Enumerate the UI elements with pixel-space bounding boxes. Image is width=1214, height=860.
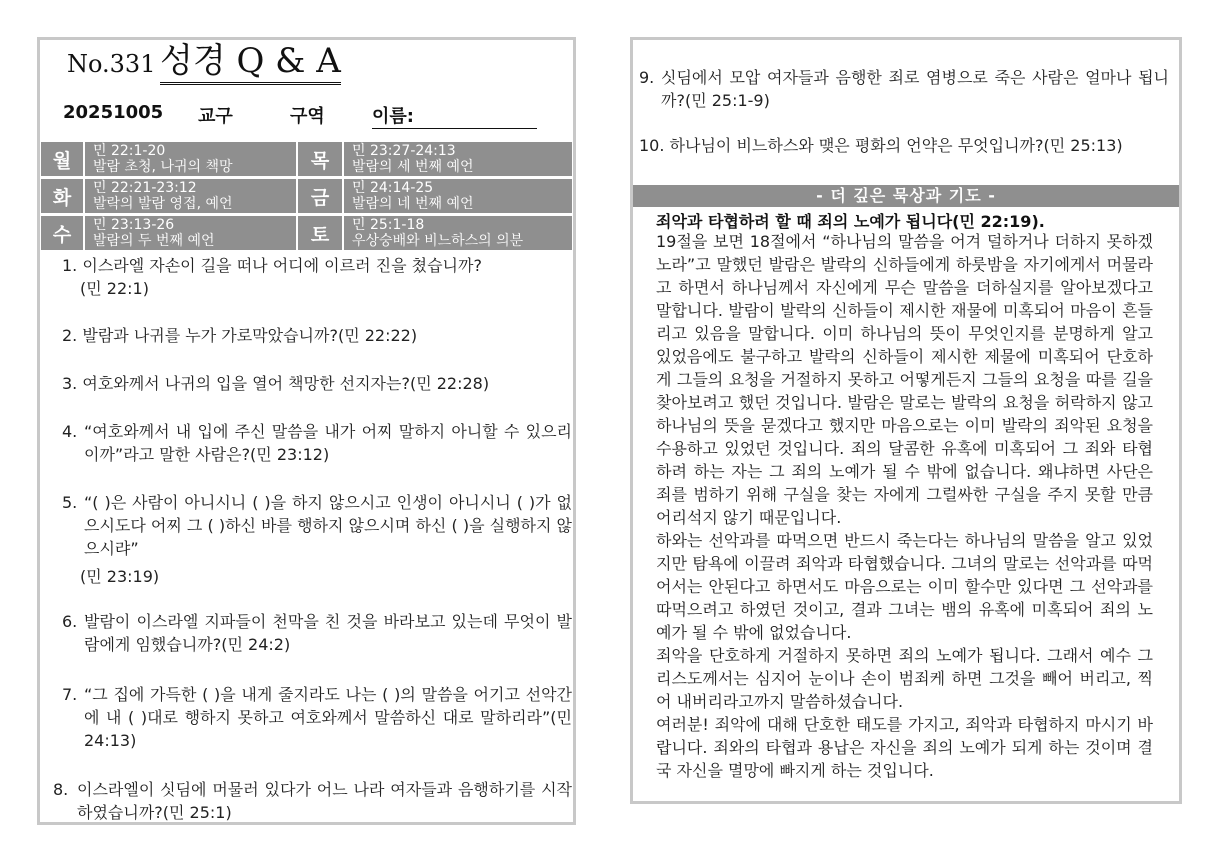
question-item xyxy=(62,254,557,300)
reading-title: 발람 초청, 나귀의 책망 xyxy=(93,159,233,175)
question-item xyxy=(62,610,572,656)
reading-title: 발락의 발람 영접, 예언 xyxy=(93,196,233,212)
question-number: 8. xyxy=(53,780,69,799)
reading-cell xyxy=(343,141,573,177)
reading-ref: 민 22:1-20 xyxy=(93,143,166,159)
day-cell: 수 xyxy=(40,215,84,251)
question-number: 9. xyxy=(639,68,655,87)
question-number: 5. xyxy=(62,493,78,512)
question-item xyxy=(62,491,572,560)
reading-cell xyxy=(84,178,297,214)
day-cell: 월 xyxy=(40,141,84,177)
question-item xyxy=(639,134,1169,157)
page-title: 성경 Q & A xyxy=(160,40,341,85)
meditation-body xyxy=(656,230,1153,782)
question-number: 1. xyxy=(62,256,78,275)
question-item xyxy=(53,778,572,824)
question-number: 4. xyxy=(62,422,78,441)
day-cell: 목 xyxy=(297,141,343,177)
question-number: 2. xyxy=(62,326,78,345)
meditation-paragraph: 19절을 보면 18절에서 “하나님의 말씀을 어겨 덜하거나 더하지 못하겠노라”고 말했던 발람은 발락의 신하들에게 하룻밤을 자기에게서 머물라고 하면서 하나님께서 자신에게 무슨 말씀을 더하실지를 알아보겠다고 말합니다. 발람이 발락의 신하들이 제시한 재물에 미혹되어 마음이 흔들리고 있음을 말합니다. 이미 하나님의 뜻이 무엇인지를 분명하게 알고 있었음에도 불구하고 발락의 신하들이 제시한 제물에 미혹되어 단호하게 그들의 요청을 거절하지 못하고 어떻게든지 그들의 요청을 따를 길을 찾아보려고 했던 것입니다. 발람은 말로는 발락의 요청을 허락하지 않고 하나님의 뜻을 묻겠다고 했지만 마음으로는 이미 발락의 죄악된 요청을 수용하고 있었던 것입니다. 죄의 달콤한 유혹에 미혹되어 그 죄와 타협하려 하는 자는 그 죄의 노예가 될 수 밖에 없습니다. 왜냐하면 사단은 죄를 범하기 위해 구실을 찾는 자에게 그럴싸한 구실을 주지 못할 만큼 어리석지 않기 때문입니다. xyxy=(656,232,1153,527)
day-cell: 토 xyxy=(297,215,343,251)
question-text: “여호와께서 내 입에 주신 말씀을 내가 어찌 말하지 아니할 수 있으리이까”라고 말한 사람은?(민 23:12) xyxy=(84,422,572,464)
question-text: 이스라엘 자손이 길을 떠나 어디에 이르러 진을 쳤습니까? xyxy=(82,256,482,275)
reading-cell xyxy=(84,141,297,177)
question-item xyxy=(62,324,557,347)
reading-row xyxy=(40,215,573,251)
reading-row xyxy=(40,178,573,214)
meditation-section-header: - 더 깊은 묵상과 기도 - xyxy=(633,185,1179,207)
question-text: 하나님이 비느하스와 맺은 평화의 언약은 무엇입니까?(민 25:13) xyxy=(669,136,1123,155)
question-number: 6. xyxy=(62,612,78,631)
question-number: 3. xyxy=(62,374,78,393)
reading-title: 발람의 세 번째 예언 xyxy=(352,159,474,175)
reading-ref: 민 22:21-23:12 xyxy=(93,180,197,196)
question-text: “( )은 사람이 아니시니 ( )을 하지 않으시고 인생이 아니시니 ( )가 없으시도다 어찌 그 ( )하신 바를 행하지 않으시며 하신 ( )을 실행하지 않으시랴” xyxy=(84,493,572,558)
issue-number: No.331 xyxy=(67,50,156,78)
question-number: 7. xyxy=(62,685,78,704)
day-cell: 금 xyxy=(297,178,343,214)
zone-label: 구역 xyxy=(290,106,325,127)
question-text: 싯딤에서 모압 여자들과 음행한 죄로 염병으로 죽은 사람은 얼마나 됩니까?(민 25:1-9) xyxy=(661,68,1169,110)
reading-cell xyxy=(84,215,297,251)
meditation-paragraph: 죄악을 단호하게 거절하지 못하면 죄의 노예가 됩니다. 그래서 예수 그리스도께서는 심지어 눈이나 손이 범죄케 하면 그것을 빼어 버리고, 찍어 내버리라고까지 말씀하셨습니다. xyxy=(656,646,1153,711)
reading-ref: 민 23:13-26 xyxy=(93,217,175,233)
day-cell: 화 xyxy=(40,178,84,214)
reading-cell xyxy=(343,215,573,251)
question-item xyxy=(62,420,572,466)
meditation-paragraph: 여러분! 죄악에 대해 단호한 태도를 가지고, 죄악과 타협하지 마시기 바랍니다. 죄와의 타협과 용납은 자신을 죄의 노예가 되게 하는 것이며 결국 자신을 멸망에 빠지게 하는 것입니다. xyxy=(656,715,1153,780)
date-label: 20251005 xyxy=(63,102,164,123)
meditation-title: 죄악과 타협하려 할 때 죄의 노예가 됩니다(민 22:19). xyxy=(656,212,1045,231)
question-item xyxy=(62,683,572,752)
worksheet-left-panel xyxy=(37,37,576,825)
question-text: 발람과 나귀를 누가 가로막았습니까?(민 22:22) xyxy=(82,326,418,345)
question-text: 발람이 이스라엘 지파들이 천막을 친 것을 바라보고 있는데 무엇이 발람에게 임했습니까?(민 24:2) xyxy=(84,612,572,654)
question-item xyxy=(639,66,1169,112)
district-label: 교구 xyxy=(198,106,233,127)
question-ref: (민 23:19) xyxy=(80,567,160,586)
question-number: 10. xyxy=(639,136,665,155)
reading-title: 우상숭배와 비느하스의 의분 xyxy=(352,233,524,249)
question-text: 이스라엘이 싯딤에 머물러 있다가 어느 나라 여자들과 음행하기를 시작하였습니까?(민 25:1) xyxy=(77,780,572,822)
name-field[interactable]: 이름: xyxy=(372,102,537,129)
reading-cell xyxy=(343,178,573,214)
meditation-paragraph: 하와는 선악과를 따먹으면 반드시 죽는다는 하나님의 말씀을 알고 있었지만 탐욕에 이끌려 죄악과 타협했습니다. 그녀의 말로는 선악과를 따먹어서는 안된다고 하면서도 마음으로는 이미 할수만 있다면 그 선악과를 따먹으려고 하였던 것이고, 결과 그녀는 뱀의 유혹에 미혹되어 죄의 노예가 될 수 밖에 없었습니다. xyxy=(656,531,1153,642)
worksheet-right-panel xyxy=(630,37,1182,804)
reading-ref: 민 24:14-25 xyxy=(352,180,434,196)
reading-title: 발람의 네 번째 예언 xyxy=(352,196,474,212)
question-text: 여호와께서 나귀의 입을 열어 책망한 선지자는?(민 22:28) xyxy=(82,374,490,393)
question-ref: (민 22:1) xyxy=(80,279,149,298)
question-item xyxy=(62,372,557,395)
reading-row xyxy=(40,141,573,177)
reading-title: 발람의 두 번째 예언 xyxy=(93,233,215,249)
reading-ref: 민 23:27-24:13 xyxy=(352,143,456,159)
reading-ref: 민 25:1-18 xyxy=(352,217,425,233)
question-text: “그 집에 가득한 ( )을 내게 줄지라도 나는 ( )의 말씀을 어기고 선악간에 내 ( )대로 행하지 못하고 여호와께서 말씀하신 대로 말하리라”(민 24:13) xyxy=(84,685,572,750)
